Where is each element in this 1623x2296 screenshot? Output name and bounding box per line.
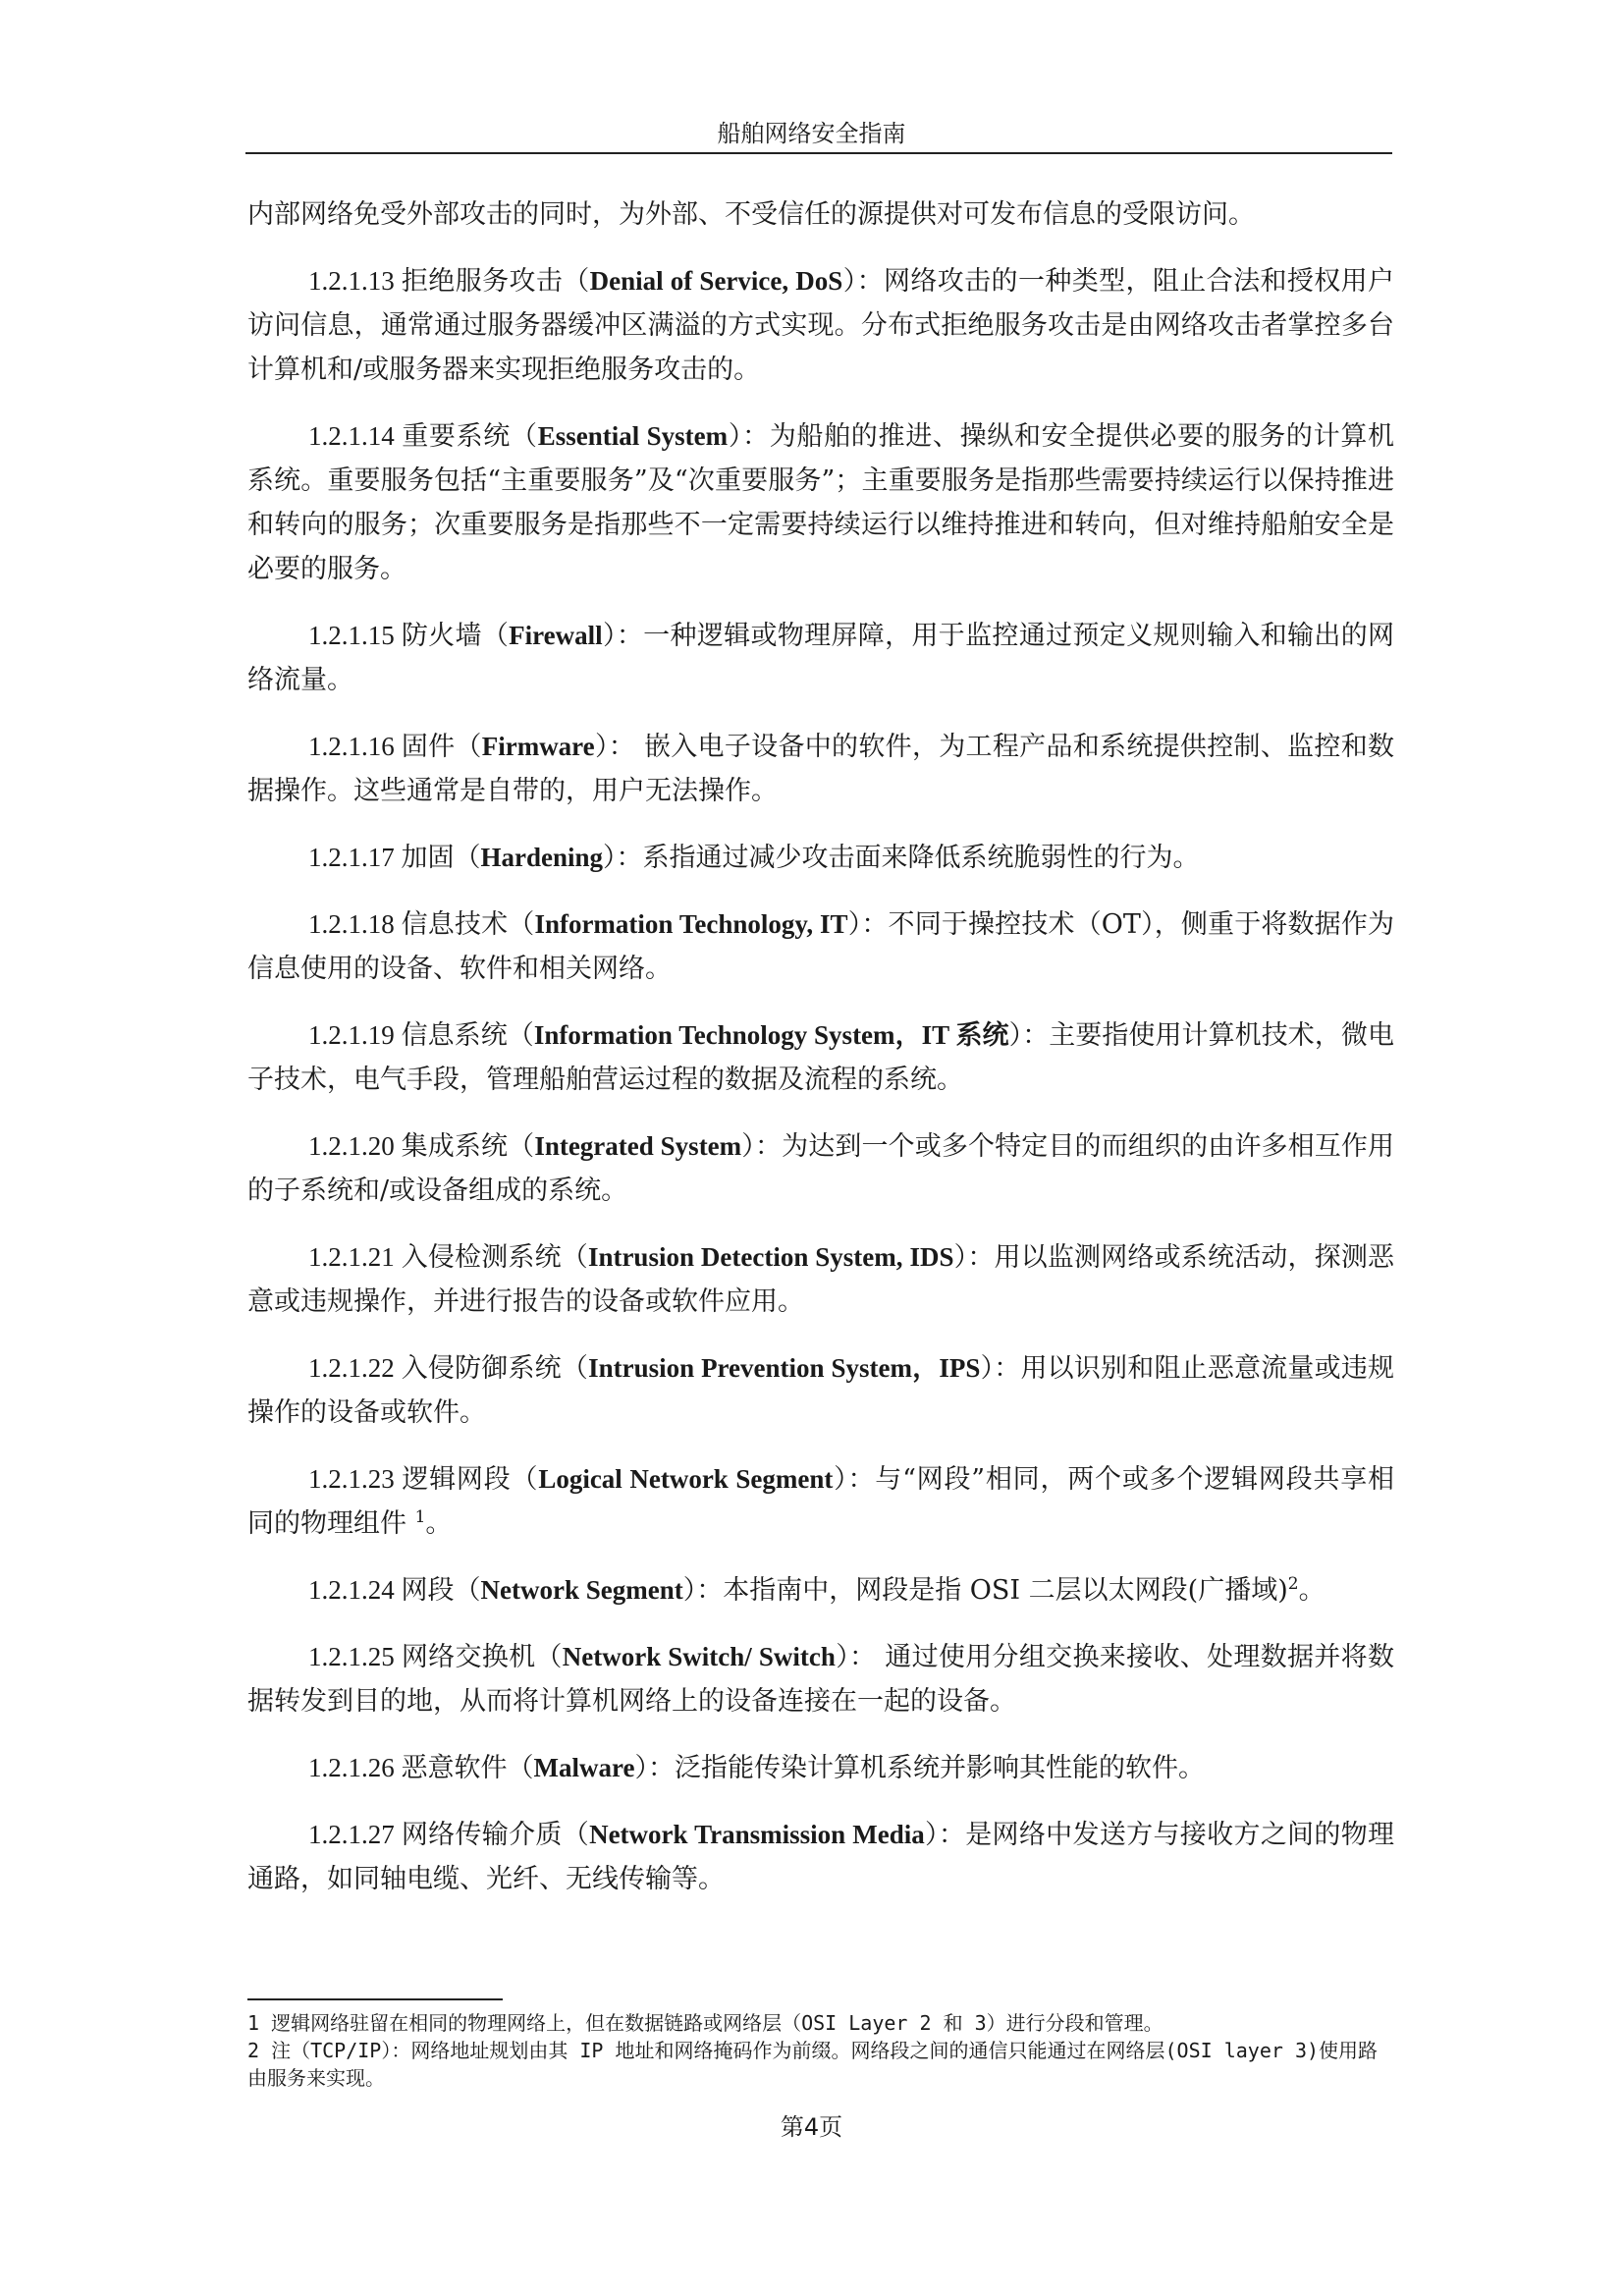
term-english: Firewall — [509, 621, 603, 650]
clause-number: 1.2.1.13 — [308, 266, 402, 296]
term-close: ） — [741, 1131, 755, 1162]
term-chinese: 防火墙（ — [401, 621, 510, 651]
term-english: Network Switch/ Switch — [562, 1642, 836, 1671]
definition-text: ：主要指使用计算机技术，微电子技术，电气手段，管理船舶营运过程的数据及流程的系统。 — [247, 1020, 1394, 1095]
term-english: Firmware — [481, 732, 595, 761]
definition-text: ：为船舶的推进、操纵和安全提供必要的服务的计算机系统。重要服务包括“主重要服务”及“次重要服务”；主重要服务是指那些需要持续运行以保持推进和转向的服务；次重要服务是指那些不一定需要持续运行以维持推进和转向，但对维持船舶安全是必要的服务。 — [247, 421, 1395, 584]
term-english: Intrusion Prevention System，IPS — [588, 1353, 981, 1383]
definition-tail: 。 — [1298, 1575, 1325, 1606]
clause-number: 1.2.1.15 — [308, 621, 402, 650]
term-close: ） — [594, 732, 609, 762]
definition-text: ：不同于操控技术（OT），侧重于将数据作为信息使用的设备、软件和相关网络。 — [247, 909, 1394, 984]
footnote-rule — [247, 1998, 503, 2000]
definition-1-2-1-13 — [247, 259, 1394, 392]
term-chinese: 信息系统（ — [401, 1020, 534, 1051]
term-close: ） — [833, 1464, 848, 1495]
definition-1-2-1-19 — [247, 1013, 1394, 1102]
definition-1-2-1-22 — [247, 1346, 1394, 1435]
definition-text: ：与“网段”相同，两个或多个逻辑网段共享相同的物理组件 — [247, 1464, 1395, 1539]
footnote-2: 2 注（TCP/IP）：网络地址规划由其 IP 地址和网络掩码作为前缀。网络段之间的通信只能通过在网络层(OSI layer 3)使用路由服务来实现。 — [247, 2039, 1379, 2090]
definition-1-2-1-14 — [247, 414, 1394, 591]
clause-number: 1.2.1.17 — [308, 843, 402, 872]
term-english: Information Technology, IT — [534, 909, 848, 939]
definition-1-2-1-24 — [247, 1568, 1394, 1613]
term-chinese: 逻辑网段（ — [402, 1464, 539, 1495]
term-chinese: 网段（ — [401, 1575, 481, 1606]
definition-text: ：网络攻击的一种类型，阻止合法和授权用户访问信息，通常通过服务器缓冲区满溢的方式实现。分布式拒绝服务攻击是由网络攻击者掌控多台计算机和/或服务器来实现拒绝服务攻击的。 — [247, 266, 1395, 385]
clause-number: 1.2.1.26 — [308, 1753, 402, 1782]
definition-1-2-1-18 — [247, 902, 1394, 991]
term-close: ） — [602, 621, 617, 651]
term-chinese: 固件（ — [401, 732, 482, 762]
term-chinese: 恶意软件（ — [401, 1753, 534, 1783]
definition-text: ： 通过使用分组交换来接收、处理数据并将数据转发到目的地，从而将计算机网络上的设备连接在一起的设备。 — [247, 1642, 1395, 1717]
page-number: 第4页 — [780, 2113, 843, 2141]
clause-number: 1.2.1.25 — [308, 1642, 402, 1671]
term-english: Essential System — [537, 421, 729, 451]
term-close: ） — [603, 843, 617, 873]
footnote-ref-1[interactable]: 1 — [414, 1507, 426, 1527]
definition-text: ：是网络中发送方与接收方之间的物理通路，如同轴电缆、光纤、无线传输等。 — [247, 1820, 1395, 1894]
definition-1-2-1-27 — [247, 1813, 1394, 1901]
definition-text: ：用以识别和阻止恶意流量或违规操作的设备或软件。 — [247, 1353, 1395, 1428]
term-close: ） — [835, 1642, 850, 1672]
definition-tail: 。 — [425, 1508, 453, 1539]
term-close: ） — [842, 266, 857, 297]
clause-number: 1.2.1.14 — [308, 421, 403, 451]
definition-text: ：系指通过减少攻击面来降低系统脆弱性的行为。 — [616, 843, 1200, 873]
footnotes — [247, 2009, 1394, 2092]
clause-number: 1.2.1.24 — [308, 1575, 402, 1605]
term-close: ） — [1008, 1020, 1023, 1051]
term-close: ） — [682, 1575, 697, 1606]
term-close: ） — [847, 909, 862, 940]
definition-1-2-1-15 — [247, 614, 1394, 702]
clause-number: 1.2.1.22 — [308, 1353, 402, 1383]
definition-1-2-1-26 — [247, 1746, 1394, 1790]
term-english: Information Technology System，IT 系统 — [533, 1020, 1009, 1050]
term-close: ） — [634, 1753, 648, 1783]
clause-number: 1.2.1.21 — [308, 1242, 402, 1272]
term-chinese: 集成系统（ — [401, 1131, 535, 1162]
header-rule — [245, 152, 1392, 154]
term-close: ） — [953, 1242, 968, 1273]
term-chinese: 入侵防御系统（ — [401, 1353, 589, 1384]
term-english: Malware — [533, 1753, 635, 1782]
term-chinese: 加固（ — [401, 843, 481, 873]
definition-text: ：用以监测网络或系统活动，探测恶意或违规操作，并进行报告的设备或软件应用。 — [247, 1242, 1395, 1317]
clause-number: 1.2.1.19 — [308, 1020, 402, 1050]
term-english: Denial of Service, DoS — [589, 266, 843, 296]
term-english: Logical Network Segment — [538, 1464, 834, 1494]
term-chinese: 入侵检测系统（ — [401, 1242, 588, 1273]
definition-1-2-1-25 — [247, 1635, 1394, 1723]
clause-number: 1.2.1.27 — [308, 1820, 402, 1849]
definition-text: ：为达到一个或多个特定目的而组织的由许多相互作用的子系统和/或设备组成的系统。 — [247, 1131, 1395, 1206]
running-header: 船舶网络安全指南 — [717, 120, 906, 147]
clause-number: 1.2.1.20 — [308, 1131, 402, 1161]
footnote-1: 1 逻辑网络驻留在相同的物理网络上，但在数据链路或网络层（OSI Layer 2 和 3）进行分段和管理。 — [247, 2011, 1163, 2035]
definition-1-2-1-21 — [247, 1235, 1394, 1324]
definition-text: ： 嵌入电子设备中的软件，为工程产品和系统提供控制、监控和数据操作。这些通常是自带的，用户无法操作。 — [247, 732, 1395, 806]
definition-1-2-1-20 — [247, 1124, 1394, 1213]
term-english: Integrated System — [534, 1131, 742, 1161]
definition-1-2-1-16 — [247, 725, 1394, 813]
term-chinese: 网络传输介质（ — [401, 1820, 590, 1850]
term-english: Hardening — [480, 843, 604, 872]
term-chinese: 网络交换机（ — [401, 1642, 563, 1672]
definition-1-2-1-17 — [247, 836, 1394, 880]
term-english: Intrusion Detection System, IDS — [587, 1242, 954, 1272]
clause-number: 1.2.1.18 — [308, 909, 402, 939]
intro-paragraph: 内部网络免受外部攻击的同时，为外部、不受信任的源提供对可发布信息的受限访问。 — [247, 199, 1255, 230]
term-close: ） — [980, 1353, 995, 1384]
term-chinese: 重要系统（ — [402, 421, 538, 452]
definition-text: ：一种逻辑或物理屏障，用于监控通过预定义规则输入和输出的网络流量。 — [247, 621, 1395, 695]
footnote-ref-2[interactable]: 2 — [1287, 1574, 1299, 1594]
definition-1-2-1-23 — [247, 1457, 1394, 1546]
term-chinese: 拒绝服务攻击（ — [401, 266, 590, 297]
term-english: Network Segment — [480, 1575, 683, 1605]
term-close: ） — [924, 1820, 939, 1850]
document-body — [247, 192, 1394, 1924]
definition-text: ：本指南中，网段是指 OSI 二层以太网段(广播域) — [696, 1575, 1288, 1606]
clause-number: 1.2.1.16 — [308, 732, 402, 761]
term-chinese: 信息技术（ — [401, 909, 535, 940]
definition-text: ：泛指能传染计算机系统并影响其性能的软件。 — [647, 1753, 1205, 1783]
term-english: Network Transmission Media — [589, 1820, 925, 1849]
term-close: ） — [728, 421, 743, 452]
clause-number: 1.2.1.23 — [308, 1464, 403, 1494]
